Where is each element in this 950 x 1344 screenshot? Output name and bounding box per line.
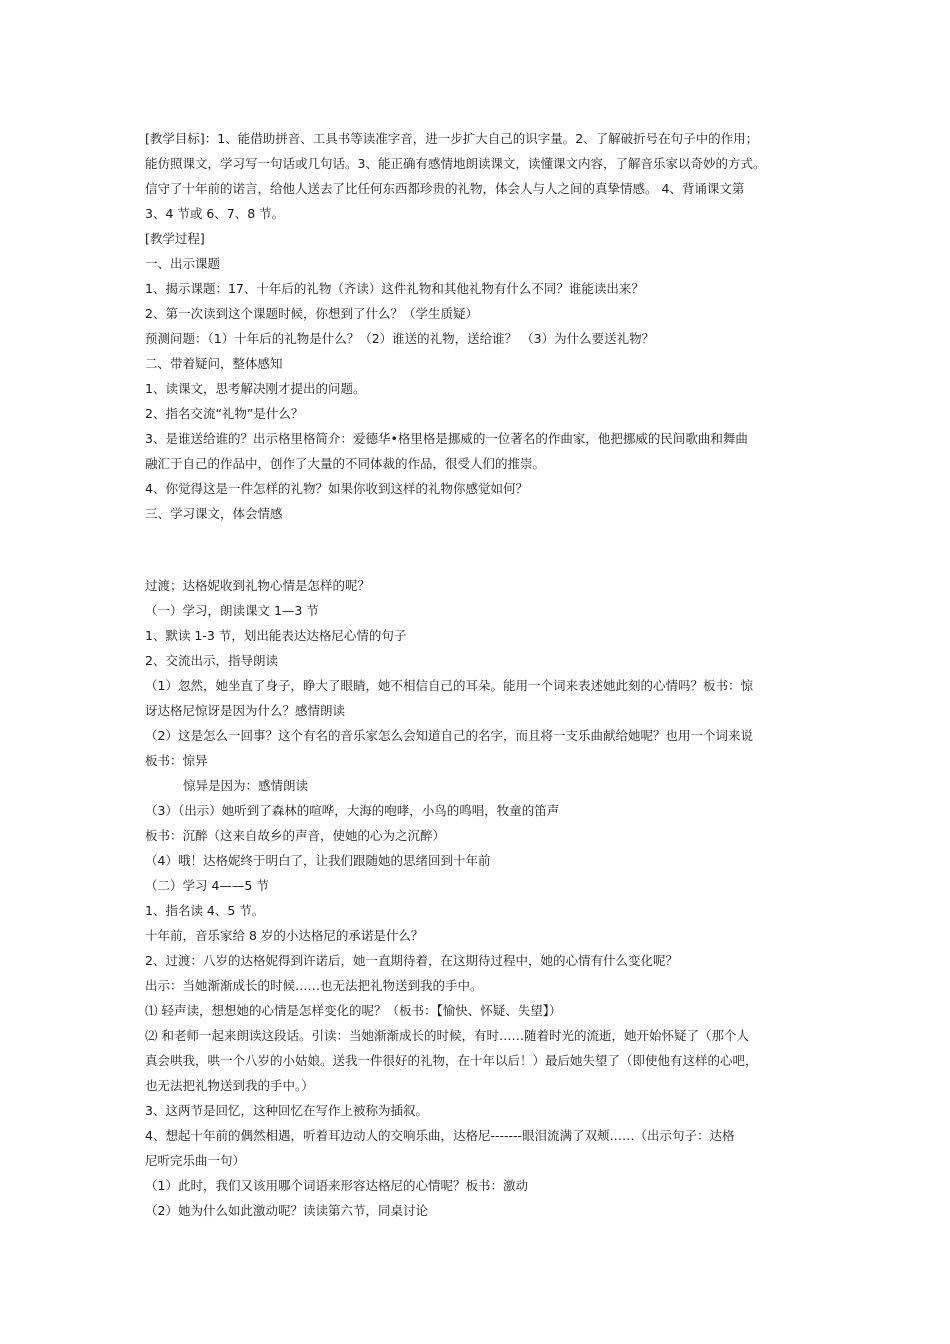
text-line: 4、你觉得这是一件怎样的礼物？如果你收到这样的礼物你感觉如何？ <box>145 481 528 496</box>
section-gap <box>145 526 815 573</box>
text-line: 3、这两节是回忆，这种回忆在写作上被称为插叙。 <box>145 1103 428 1118</box>
text-line: 2、过渡：八岁的达格妮得到许诺后，她一直期待着，在这期待过程中，她的心情有什么变化呢？ <box>145 953 678 968</box>
text-line: 过渡；达格妮收到礼物心情是怎样的呢？ <box>145 578 371 593</box>
text-line: （2）她为什么如此激动呢？读读第六节，同桌讨论 <box>145 1203 428 1218</box>
text-line: 1、揭示课题：17、十年后的礼物（齐读）这件礼物和其他礼物有什么不同？谁能读出来？ <box>145 281 644 296</box>
text-line: 3、4 节或 6、7、8 节。 <box>145 206 285 221</box>
text-line: 1、默读 1-3 节，划出能表达达格尼心情的句子 <box>145 628 407 643</box>
text-line: 预测问题：（1）十年后的礼物是什么？（2）谁送的礼物，送给谁？ （3）为什么要送礼物？ <box>145 331 655 346</box>
text-line: 1、读课文，思考解决刚才提出的问题。 <box>145 381 366 396</box>
text-line: 讶达格尼惊讶是因为什么？感情朗读 <box>145 703 346 718</box>
text-line: 十年前，音乐家给 8 岁的小达格尼的承诺是什么？ <box>145 928 424 943</box>
document-page <box>145 126 815 1223</box>
text-line: 2、指名交流“礼物”是什么？ <box>145 406 304 421</box>
text-line: [教学目标]：1、能借助拼音、工具书等读准字音，进一步扩大自己的识字量。2、了解破折号在句子中的作用； <box>145 131 759 146</box>
text-line: 出示：当她渐渐成长的时候……也无法把礼物送到我的手中。 <box>145 978 483 993</box>
text-line: （1）此时，我们又该用哪个词语来形容达格尼的心情呢？板书：激动 <box>145 1178 528 1193</box>
text-line: （一）学习，朗读课文 1—3 节 <box>145 603 319 618</box>
text-line-indented: 惊异是因为：感情朗读 <box>183 778 309 793</box>
text-line: ⑴ 轻声读，想想她的心情是怎样变化的呢？（板书：【愉快、怀疑、失望】） <box>145 1003 562 1018</box>
text-line: 2、交流出示，指导朗读 <box>145 653 278 668</box>
text-line: 尼听完乐曲一句） <box>145 1153 246 1168</box>
text-line: ⑵ 和老师一起来朗读这段话。引读：当她渐渐成长的时候，有时……随着时光的流逝，她开始怀疑了（那个人 <box>145 1028 749 1043</box>
text-line: 一、出示课题 <box>145 256 221 271</box>
text-line: 板书：沉醉（这来自故乡的声音，使她的心为之沉醉） <box>145 828 446 843</box>
text-line: 融汇于自己的作品中，创作了大量的不同体裁的作品，很受人们的推崇。 <box>145 456 546 471</box>
text-line: （4）哦！达格妮终于明白了，让我们跟随她的思绪回到十年前 <box>145 853 491 868</box>
text-line: 信守了十年前的诺言，给他人送去了比任何东西都珍贵的礼物，体会人与人之间的真挚情感。 4、背诵课文第 <box>145 181 745 196</box>
text-line: 也无法把礼物送到我的手中。） <box>145 1078 314 1093</box>
section-objectives-and-intro <box>145 126 815 526</box>
text-line: 三、学习课文，体会情感 <box>145 506 283 521</box>
text-line: （2）这是怎么一回事？这个有名的音乐家怎么会知道自己的名字，而且将一支乐曲献给她呢？也用一个词来说 <box>145 728 753 743</box>
text-line: （1）忽然，她坐直了身子，睁大了眼睛，她不相信自己的耳朵。能用一个词来表述她此刻的心情吗？板书：惊 <box>145 678 753 693</box>
text-line: 真会哄我，哄一个八岁的小姑娘。送我一件很好的礼物，在十年以后！）最后她失望了（即使他有这样的心吧， <box>145 1053 758 1068</box>
text-line: 1、指名读 4、5 节。 <box>145 903 265 918</box>
text-line: 4、想起十年前的偶然相遇，听着耳边动人的交响乐曲，达格尼-------眼泪流满了双颊……（出示句子：达格 <box>145 1128 735 1143</box>
text-line: （二）学习 4——5 节 <box>145 878 269 893</box>
text-line: 板书：惊异 <box>145 753 208 768</box>
section-study-text <box>145 573 815 1223</box>
text-line: （3）（出示）她听到了森林的喧哗，大海的咆哮，小鸟的鸣唱，牧童的笛声 <box>145 803 560 818</box>
text-line: [教学过程] <box>145 231 205 246</box>
text-line: 二、带着疑问，整体感知 <box>145 356 283 371</box>
text-line: 能仿照课文，学习写一句话或几句话。3、能正确有感情地朗读课文，读懂课文内容，了解音乐家以奇妙的方式。 <box>145 156 766 171</box>
text-line: 2、第一次读到这个课题时候，你想到了什么？（学生质疑） <box>145 306 478 321</box>
text-line: 3、是谁送给谁的？出示格里格简介：爱德华•格里格是挪威的一位著名的作曲家，他把挪威的民间歌曲和舞曲 <box>145 431 748 446</box>
